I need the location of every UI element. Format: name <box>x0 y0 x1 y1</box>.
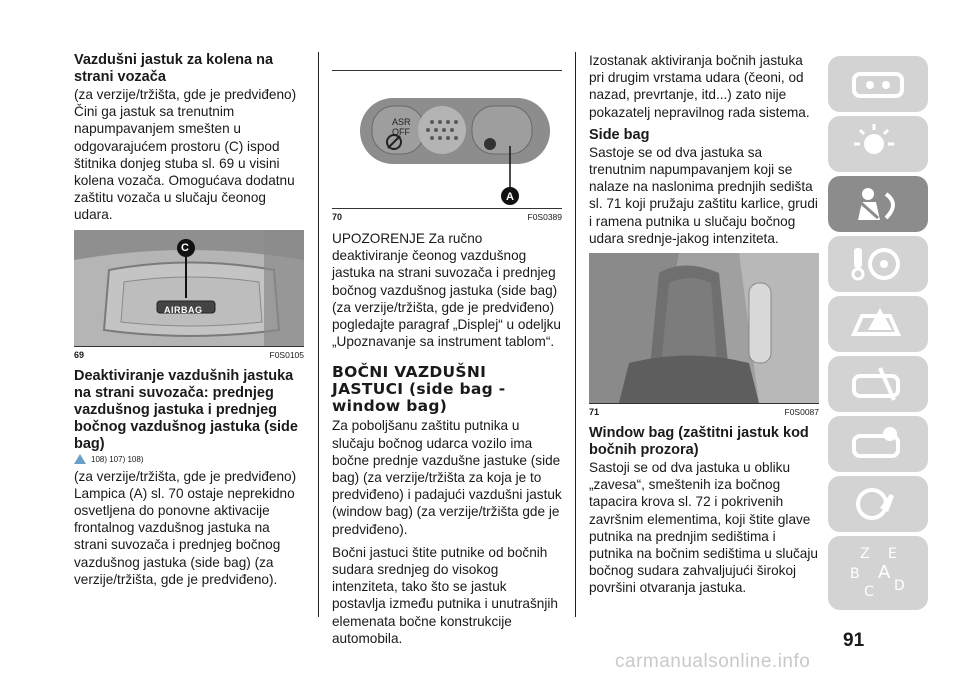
figure-code: F0S0389 <box>527 212 562 222</box>
car-breakdown-icon <box>850 304 906 344</box>
figure-70 <box>332 86 562 209</box>
figure-code: F0S0105 <box>269 349 304 360</box>
index-letter-z: Z <box>860 546 870 562</box>
tab-dashboard[interactable] <box>828 56 928 112</box>
figure-callout-letter: A <box>506 191 514 203</box>
tab-index[interactable] <box>828 536 928 610</box>
index-letter-d: D <box>894 578 905 594</box>
warning-light-icon <box>850 124 906 164</box>
column-divider <box>575 52 576 617</box>
car-dashboard-icon <box>850 64 906 104</box>
warning-triangle-icon <box>74 454 86 464</box>
side-airbags-paragraph: Za poboljšanu zaštitu putnika u slučaju bočnog udarca vozilo ima bočne prednje vazdušne jastuke (side bag) (za verzije/tržišta za koja je to predviđeno) i padajući vazdušni jastuk (window bag) (za verzije/tržišta gde je predviđeno). <box>332 418 562 537</box>
side-bag-paragraph: Sastoje se od dva jastuka sa trenutnim napumpavanjem koji se nalaze na naslonima prednjih sedišta sl. 71 koji pružaju zaštitu karlice, grudi i ramena putnika u slučaju bočnog udara srednje-jakog intenziteta. <box>589 144 818 246</box>
side-airbags-heading: BOČNI VAZDUŠNI JASTUCI (side bag - window bag) <box>332 363 506 416</box>
window-bag-heading: Window bag (zaštitni jastuk kod bočnih prozora) <box>589 425 809 459</box>
knee-airbag-illustration <box>74 230 304 346</box>
tab-safety[interactable] <box>828 176 928 232</box>
index-letter-c: C <box>864 584 874 600</box>
warning-references <box>74 454 304 465</box>
index-icon <box>850 544 906 600</box>
column-divider <box>318 52 319 617</box>
tab-multimedia[interactable] <box>828 476 928 532</box>
warning-paragraph: UPOZORENJE Za ručno deaktiviranje čeonog vazdušnog jastuka na strani suvozača i prednjeg bočnog vazdušnog jastuka (side bag) (za verzije/tržišta, gde je predviđeno) pogledajte paragraf „Displej“ u odeljku „Upoznavanje sa instrument tablom“. <box>332 231 561 350</box>
watermark: carmanualsonline.info <box>615 651 811 672</box>
asr-button-panel-illustration <box>332 86 562 208</box>
tab-starting-driving[interactable] <box>828 236 928 292</box>
tab-emergency[interactable] <box>828 296 928 352</box>
airbag-badge: AIRBAG <box>164 304 203 315</box>
side-bag-heading: Side bag <box>589 126 650 143</box>
side-airbags-protection-paragraph: Bočni jastuci štite putnike od bočnih sudara srednjeg do visokog intenziteta, tako što se jastuk postavlja između putnika i unutrašnjih elemenata bočne konstrukcije automobila. <box>332 544 558 646</box>
knee-airbag-paragraph: (za verzije/tržišta, gde je predviđeno) Čini ga jastuk sa trenutnim napumpavanjem smešten u odgovarajućem prostoru (C) ispod štitnika donjeg stuba sl. 69 u visini kolena vozača. Omogućava dodatnu zaštitu vozača u slučaju čeonog udara. <box>74 87 297 223</box>
asr-label: ASR <box>392 117 411 127</box>
figure-caption <box>332 212 562 222</box>
page-number: 91 <box>843 630 865 651</box>
seatbelt-airbag-icon <box>850 184 906 224</box>
figure-69 <box>74 230 304 347</box>
column-2 <box>332 86 562 653</box>
deactivation-paragraph: (za verzije/tržišta, gde je predviđeno) Lampica (A) sl. 70 ostaje neprekidno osvetljena do ponovne aktivacije frontalnog vazdušnog jastuka na strani suvozača i prednjeg bočnog vazdušnog jastuka (side bag) (za verzije/tržišta, gde je predviđeno). <box>74 468 297 587</box>
front-seat-illustration <box>589 253 819 403</box>
figure-callout-letter: C <box>181 241 189 254</box>
column-3 <box>589 52 819 603</box>
off-label: OFF <box>392 127 410 137</box>
window-bag-paragraph: Sastoji se od dva jastuka u obliku „zavesa“, smeštenih iza bočnog tapacira krova sl. 72 i pokrivenih završnim elementima, koji štite glave putnika na prednjim sedištima i putnika na bočnim sedištima u slučaju bočnog sudara zahvaljujući širokoj površini otvaranja jastuka. <box>589 460 818 596</box>
figure-code: F0S0087 <box>784 407 819 418</box>
index-letter-b: B <box>850 566 860 582</box>
index-letter-a: A <box>878 562 891 583</box>
figure-number: 70 <box>332 212 343 222</box>
index-letter-e: E <box>888 546 897 562</box>
deactivation-heading: Deaktiviranje vazdušnih jastuka na strani suvozača: prednjeg vazdušnog jastuka i prednjeg bočnog vazdušnog jastuka (side bag) <box>74 367 298 452</box>
reference-numbers: 108) 107) 108) <box>91 454 144 464</box>
car-specs-icon <box>850 424 906 464</box>
activation-note-paragraph: Izostanak aktiviranja bočnih jastuka pri drugim vrstama udara (čeoni, od nazad, prevrtanje, itd...) zato nije pokazatelj nepravilnog rada sistema. <box>589 53 810 120</box>
figure-number: 69 <box>74 349 85 360</box>
figure-number: 71 <box>589 407 600 418</box>
car-maintenance-icon <box>850 364 906 404</box>
figure-caption <box>589 407 819 417</box>
figure-71 <box>589 253 819 404</box>
multimedia-icon <box>850 484 906 524</box>
chapter-tabs <box>828 56 928 614</box>
tab-maintenance[interactable] <box>828 356 928 412</box>
column-top-rule <box>332 70 562 71</box>
figure-caption <box>74 350 304 360</box>
tab-warning-lights[interactable] <box>828 116 928 172</box>
column-1 <box>74 52 304 594</box>
key-steering-icon <box>850 244 906 284</box>
tab-technical-data[interactable] <box>828 416 928 472</box>
knee-airbag-heading: Vazdušni jastuk za kolena na strani vozača <box>74 52 274 85</box>
